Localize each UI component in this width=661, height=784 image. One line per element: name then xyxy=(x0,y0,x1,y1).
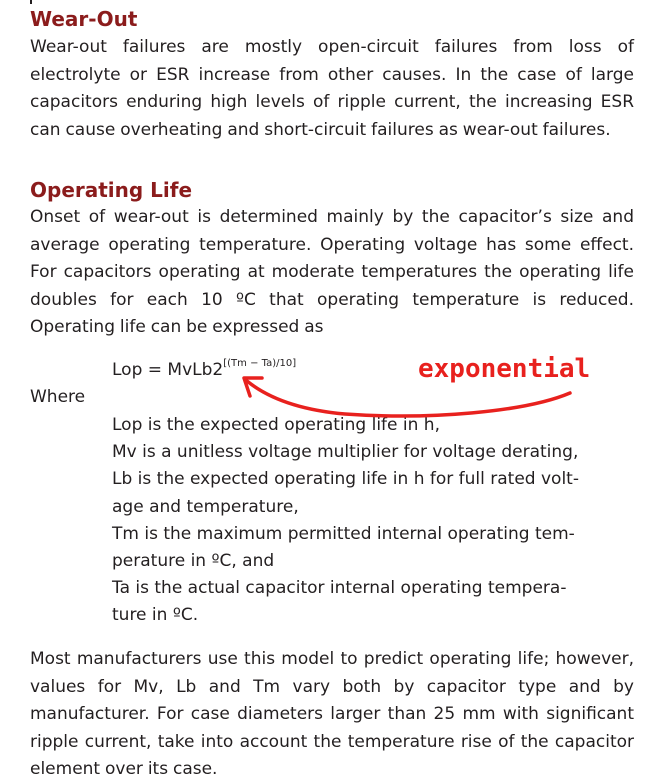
where-label: Where xyxy=(30,387,86,407)
definition-line: perature in ºC, and xyxy=(112,551,275,572)
operating-life-heading: Operating Life xyxy=(30,178,193,202)
definition-line: Ta is the actual capacitor internal operating tempera- xyxy=(112,578,567,599)
wear-out-heading: Wear-Out xyxy=(30,7,138,31)
definition-line: Mv is a unitless voltage multiplier for voltage derating, xyxy=(112,442,579,463)
formula-base: Lop = MvLb2 xyxy=(112,360,224,380)
annotation-arrow-curve xyxy=(247,381,570,416)
wear-out-paragraph: Wear-out failures are mostly open-circuit failures from loss of electrolyte or ESR increase from other causes. In the case of large capacitors enduring high levels of ripple current, the increasing ESR can cause overheating and short-circuit failures as wear-out failures. xyxy=(30,37,634,140)
definition-line: age and temperature, xyxy=(112,496,299,517)
definition-line: Lop is the expected operating life in h, xyxy=(112,415,440,435)
formula-exponent: [(Tm − Ta)/10] xyxy=(223,358,297,369)
definition-line: Tm is the maximum permitted internal operating tem- xyxy=(112,523,575,544)
definition-line: ture in ºC. xyxy=(112,605,199,626)
operating-life-paragraph: Onset of wear-out is determined mainly by the capacitor’s size and average operating temperature. Operating voltage has some effect. For capacitors operating at moderate temperatures the operating life doubles for each 10 ºC that operating temperature is reduced. Operating life can be expressed as xyxy=(30,207,634,338)
exponential-annotation-label: exponential xyxy=(418,354,591,384)
closing-paragraph: Most manufacturers use this model to predict operating life; however, values for Mv, Lb and Tm vary both by capacitor type and by manufacturer. For case diameters larger than 25 mm with significant ripple current, take into account the temperature rise of the capacitor element over its case. xyxy=(30,649,634,780)
definition-line: Lb is the expected operating life in h for full rated volt- xyxy=(112,469,579,490)
